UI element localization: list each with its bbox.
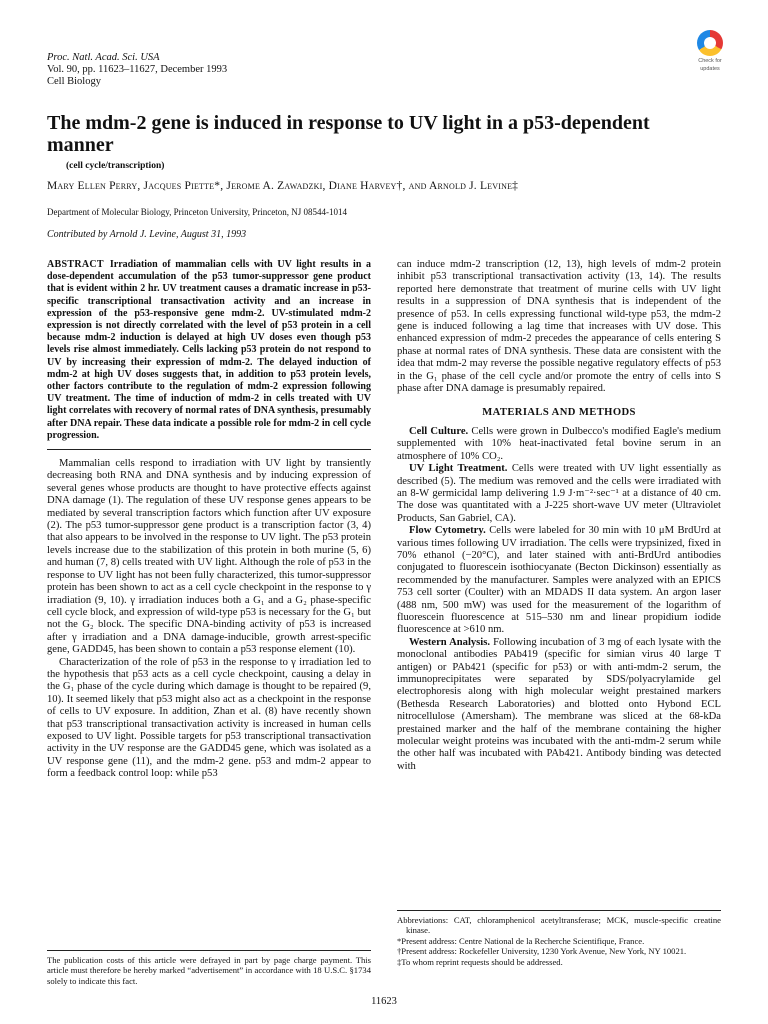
method-text: Cells were treated with UV light essentially as described (5). The medium was removed and the cells were irradiated with an 8-W germicidal lamp delivering 1.9 J·m⁻²·sec⁻¹ at a distance of 40 cm. The dose was quantitated with a J-225 short-wave UV meter (Ultraviolet Products, San Gabriel, CA).	[397, 463, 721, 524]
author-list: Mary Ellen Perry, Jacques Piette*, Jerome A. Zawadzki, Diane Harvey†, and Arnold J. Levine‡	[47, 180, 519, 192]
method-head: UV Light Treatment.	[409, 463, 508, 475]
intro-continued: can induce mdm-2 transcription (12, 13), high levels of mdm-2 protein inhibit p53 transcriptional transactivation activity (13, 14). The results reported here demonstrate that treatment of murine cells with UV light results in a suppression of DNA synthesis that is independent of the presence of p53. In cells expressing functional wild-type p53, the mdm-2 gene is induced following a lag time that increases with UV dose. This enhanced expression of mdm-2 precedes the appearance of cells entering S phase at normal rates of DNA synthesis. These data are consistent with the idea that mdm-2 may reverse the possible negative regulatory effects of p53 in the G₁ phase of the cell cycle and/or promote the entry of cells into S phase after DNA damage is presumably repaired.	[397, 259, 721, 395]
affiliation: Department of Molecular Biology, Princeton University, Princeton, NJ 08544-1014	[47, 207, 348, 217]
method-text: Following incubation of 3 mg of each lysate with the monoclonal antibodies PAb419 (specific for simian virus 40 large T antigen) or PAb421 (specific for p53) or with anti-mdm-2 serum, the immunoprecipitates were separated by SDS/polyacrylamide gel electrophoresis along with high molecular weight prestained markers (Bethesda Research Laboratories) and blotted onto Hybond ECL nitrocellulose (Amersham). The membrane was sliced at the 68-kDa prestained marker and the half of the membrane containing the higher molecular weight proteins was incubated with the anti-mdm-2 serum while the other half was incubated with PAb421. Antibody binding was detected with	[397, 636, 721, 772]
methods-cell-culture	[397, 426, 721, 463]
abstract	[47, 259, 371, 442]
footnote-reprint-requests: ‡To whom reprint requests should be addressed.	[397, 956, 563, 967]
abstract-text: Irradiation of mammalian cells with UV light results in a dose-dependent accumulation of the p53 tumor-suppressor gene product that is evident within 2 hr. UV treatment causes a dramatic increase in p53-specific transcriptional transactivation activity and an increase in expression of the p53-responsive gene mdm-2. UV-stimulated mdm-2 expression is not directly correlated with the level of p53 protein in a cell because mdm-2 induction is delayed at high UV doses even though p53 levels rise almost immediately. Cells lacking p53 protein do not respond to UV by increasing their expression of mdm-2. The delayed induction of mdm-2 at high UV doses suggests that, in addition to p53 protein levels, other factors contribute to the regulation of mdm-2 expression following UV treatment. The time of induction of mdm-2 in cells treated with UV light correlates with recovery of normal rates of DNA synthesis, presumably after DNA repair. These data indicate a possible role for mdm-2 in cell cycle progression.	[47, 259, 371, 441]
check-for-updates-badge[interactable]	[690, 30, 730, 72]
footnote-text: The publication costs of this article were defrayed in part by page charge payment. This article must therefore be hereby marked “advertisement” in accordance with 18 U.S.C. §1734 solely to indicate this fact.	[47, 955, 371, 986]
journal-section: Cell Biology	[47, 76, 101, 87]
footnote-divider	[397, 910, 721, 911]
methods-flow-cytometry	[397, 525, 721, 637]
method-head: Flow Cytometry.	[409, 525, 486, 537]
method-text: Cells were labeled for 30 min with 10 μM BrdUrd at various times following UV irradiation. The cells were trypsinized, fixed in 70% ethanol (−20°C), and later stained with anti-BrdUrd antibodies conjugated to fluorescein isothiocyanate (Becton Dickinson) essentially as recommended by the manufacturer. Samples were analyzed with an EPICS 753 cell sorter (Coulter) with an MDADS II data system. An argon laser (488 nm, 500 mW) was used for the measurement of the logarithm of fluorescein fluorescence at 515–530 nm and linear propidium iodide fluorescence at >610 nm.	[397, 525, 721, 636]
journal-header	[47, 52, 227, 88]
right-column	[397, 259, 721, 773]
contributed-by: Contributed by Arnold J. Levine, August 31, 1993	[47, 229, 247, 240]
crossmark-icon	[697, 30, 723, 56]
method-head: Cell Culture.	[409, 425, 469, 437]
page-number: 11623	[371, 996, 397, 1007]
journal-name: Proc. Natl. Acad. Sci. USA	[47, 52, 160, 63]
article-title: The mdm-2 gene is induced in response to UV light in a p53-dependent manner	[47, 112, 650, 156]
crossmark-line1: Check for	[698, 58, 722, 64]
abbreviations-footnotes	[397, 910, 721, 967]
abstract-divider	[47, 449, 371, 450]
publication-cost-footnote	[47, 950, 371, 986]
footnote-present-address-2: †Present address: Rockefeller University, 1230 York Avenue, New York, NY 10021.	[397, 946, 687, 957]
methods-heading: MATERIALS AND METHODS	[482, 407, 636, 419]
footnote-abbreviations: Abbreviations: CAT, chloramphenicol acetyltransferase; MCK, muscle-specific creatine kinase.	[397, 915, 721, 936]
journal-volume: Vol. 90, pp. 11623–11627, December 1993	[47, 64, 228, 75]
keywords: (cell cycle/transcription)	[66, 161, 165, 171]
methods-western-analysis	[397, 637, 721, 773]
methods-uv-treatment	[397, 463, 721, 525]
left-column	[47, 259, 371, 781]
intro-paragraph-1: Mammalian cells respond to irradiation with UV light by transiently decreasing both RNA and DNA synthesis and by inducing expression of several genes whose products are thought to have protective effects against DNA damage (1). The regulation of these UV response genes appears to be mediated by several transcription factors which function after UV exposure (2). The p53 tumor-suppressor gene product is a transcription factor (3, 4) that also appears to be involved in the response to UV light. The p53 protein levels increase due to the stabilization of this protein in both murine (5, 6) and human (7, 8) cells treated with UV light. Although the role of p53 in the response to UV light has not been fully characterized, this tumor-suppressor protein has been shown to act as a cell cycle checkpoint in the response to γ irradiation (9, 10). γ irradiation induces both a G₁ and a G₂ phase-specific cell cycle block, and expression of wild-type p53 is necessary for the G₁ but not the G₂ block. The specific DNA-binding activity of p53 is increased after γ irradiation and a DNA damage-inducible, growth arrest-specific gene, GADD45, has been shown to contain a p53 response element (10).	[47, 458, 371, 656]
intro-paragraph-2: Characterization of the role of p53 in the response to γ irradiation led to the hypothesis that p53 acts as a cell cycle checkpoint, causing a delay in the G₁ phase of the cycle during which damage is thought to be repaired (9, 10). It seemed likely that p53 might also act as a checkpoint in the response of cells to UV exposure. In addition, Zhan et al. (8) have recently shown that p53 transcriptional transactivation activity is increased in human cells exposed to UV light. Possible targets for p53 transcriptional transactivation activity in the UV response are the GADD45 gene, which was isolated as a UV response gene (11), and the mdm-2 gene. p53 and mdm-2 appear to form a feedback control loop: while p53	[47, 656, 371, 780]
footnote-divider	[47, 950, 371, 951]
footnote-present-address-1: *Present address: Centre National de la Recherche Scientifique, France.	[397, 935, 645, 946]
method-head: Western Analysis.	[409, 636, 491, 648]
abstract-label: ABSTRACT	[47, 259, 104, 270]
method-text: Cells were grown in Dulbecco's modified Eagle's medium supplemented with 10% heat-inactivated fetal bovine serum in an atmosphere of 10% CO₂.	[397, 425, 721, 462]
crossmark-line2: updates	[700, 66, 720, 72]
